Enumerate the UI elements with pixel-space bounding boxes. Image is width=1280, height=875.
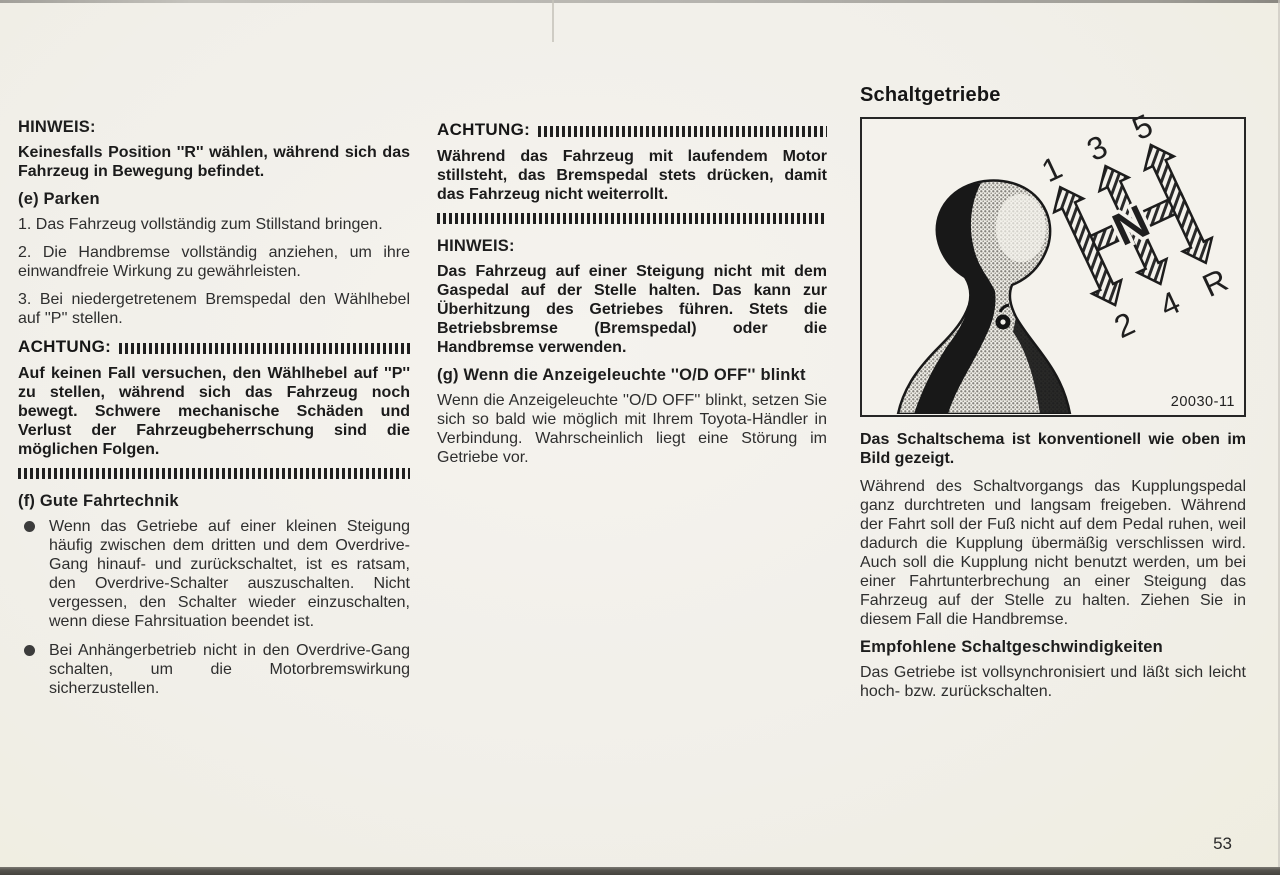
fahrtechnik-heading: (f) Gute Fahrtechnik: [18, 492, 179, 510]
achtung-text: Während das Fahrzeug mit laufendem Motor stillsteht, das Bremspedal stets drücken, damit das Fahrzeug nicht weiterrollt.: [437, 148, 827, 203]
od-off-text: Wenn die Anzeigeleuchte ''O/D OFF'' blinkt, setzen Sie sich so bald wie möglich mit Ihrem Toyota-Händler in Verbindung. Wahrscheinlich liegt eine Störung im Getriebe vor.: [437, 392, 827, 466]
gear-label-2: 2: [1108, 304, 1141, 346]
achtung-header: [437, 120, 827, 140]
bullet-icon: [24, 521, 35, 532]
achtung-text: Auf keinen Fall versuchen, den Wählhebel auf ''P'' zu stellen, während sich das Fahrzeug noch bewegt. Schwere mechanische Schäden und Verlust der Fahrzeugbeherrschung sind die möglichen Folgen.: [18, 365, 410, 458]
gear-label-4: 4: [1154, 283, 1186, 324]
hinweis-heading: HINWEIS:: [437, 237, 515, 255]
parken-step-1: 1. Das Fahrzeug vollständig zum Stillstand bringen.: [18, 216, 383, 233]
gear-label-3: 3: [1081, 127, 1113, 169]
figure-caption: 20030-11: [1170, 394, 1235, 410]
hinweis-heading: HINWEIS:: [18, 118, 96, 136]
bullet-text: Wenn das Getriebe auf einer kleinen Steigung häufig zwischen dem dritten und dem Overdrive-Gang hinauf- und zurückschaltet, ist es ratsam, den Overdrive-Schalter auszuschalten. Nicht vergessen, den Schalter wieder einzuschalten, wenn diese Fahrsituation beendet ist.: [49, 518, 410, 630]
achtung-label: ACHTUNG:: [18, 337, 112, 356]
stripe-bar-icon: [538, 126, 827, 137]
stripe-separator: [18, 468, 410, 479]
schaltschema-intro: Das Schaltschema ist konventionell wie oben im Bild gezeigt.: [860, 431, 1246, 467]
parken-step-3: 3. Bei niedergetretenem Bremspedal den Wählhebel auf ''P'' stellen.: [18, 291, 410, 327]
od-off-heading: (g) Wenn die Anzeigeleuchte ''O/D OFF'' blinkt: [437, 366, 806, 384]
schaltvorgang-text: Während des Schaltvorgangs das Kupplungspedal ganz durchtreten und langsam freigeben. Während der Fahrt soll der Fuß nicht auf dem Pedal ruhen, weil dadurch die Kupplung übermäßig verschlissen wird. Auch soll die Kupplung nicht benutzt werden, um bei einer Fahrtunterbrechung an einer Steigung das Fahrzeug auf der Stelle zu halten. Ziehen Sie in diesem Fall die Handbremse.: [860, 478, 1246, 628]
list-item: [18, 517, 410, 631]
bullet-text: Bei Anhängerbetrieb nicht in den Overdrive-Gang schalten, um die Motorbremswirkung sicherzustellen.: [49, 642, 410, 697]
page-title: Schaltgetriebe: [860, 84, 1001, 106]
parken-step-2: 2. Die Handbremse vollständig anziehen, um ihre einwandfreie Wirkung zu gewährleisten.: [18, 244, 410, 280]
shift-pattern-diagram: [1028, 106, 1238, 355]
parken-heading: (e) Parken: [18, 190, 100, 208]
gear-label-5: 5: [1126, 106, 1159, 147]
paper-crease: [552, 0, 554, 42]
page-number: 53: [1213, 834, 1232, 853]
bullet-icon: [24, 645, 35, 656]
schaltgeschwindigkeiten-text: Das Getriebe ist vollsynchronisiert und läßt sich leicht hoch- bzw. zurückschalten.: [860, 664, 1246, 700]
right-column: [860, 84, 1246, 710]
gear-label-r: R: [1197, 261, 1234, 304]
schaltgeschwindigkeiten-heading: Empfohlene Schaltgeschwindigkeiten: [860, 638, 1163, 656]
middle-column: [437, 116, 827, 476]
hinweis-text: Keinesfalls Position ''R'' wählen, während sich das Fahrzeug in Bewegung befindet.: [18, 144, 410, 180]
achtung-header: [18, 337, 410, 357]
stripe-separator: [437, 213, 827, 224]
stripe-bar-icon: [119, 343, 410, 354]
list-item: [18, 641, 410, 698]
gear-label-n: N: [1104, 194, 1157, 256]
achtung-label: ACHTUNG:: [437, 120, 531, 139]
shift-pattern-figure: [860, 106, 1246, 417]
hinweis-text: Das Fahrzeug auf einer Steigung nicht mit dem Gaspedal auf der Stelle halten. Das kann zur Überhitzung des Getriebes führen. Stets die Betriebsbremse (Bremspedal) oder die Handbremse verwenden.: [437, 263, 827, 356]
scan-edge-top: [0, 0, 1280, 3]
left-column: [18, 116, 410, 708]
scan-edge-bottom: [0, 867, 1280, 875]
gear-label-1: 1: [1036, 149, 1068, 190]
